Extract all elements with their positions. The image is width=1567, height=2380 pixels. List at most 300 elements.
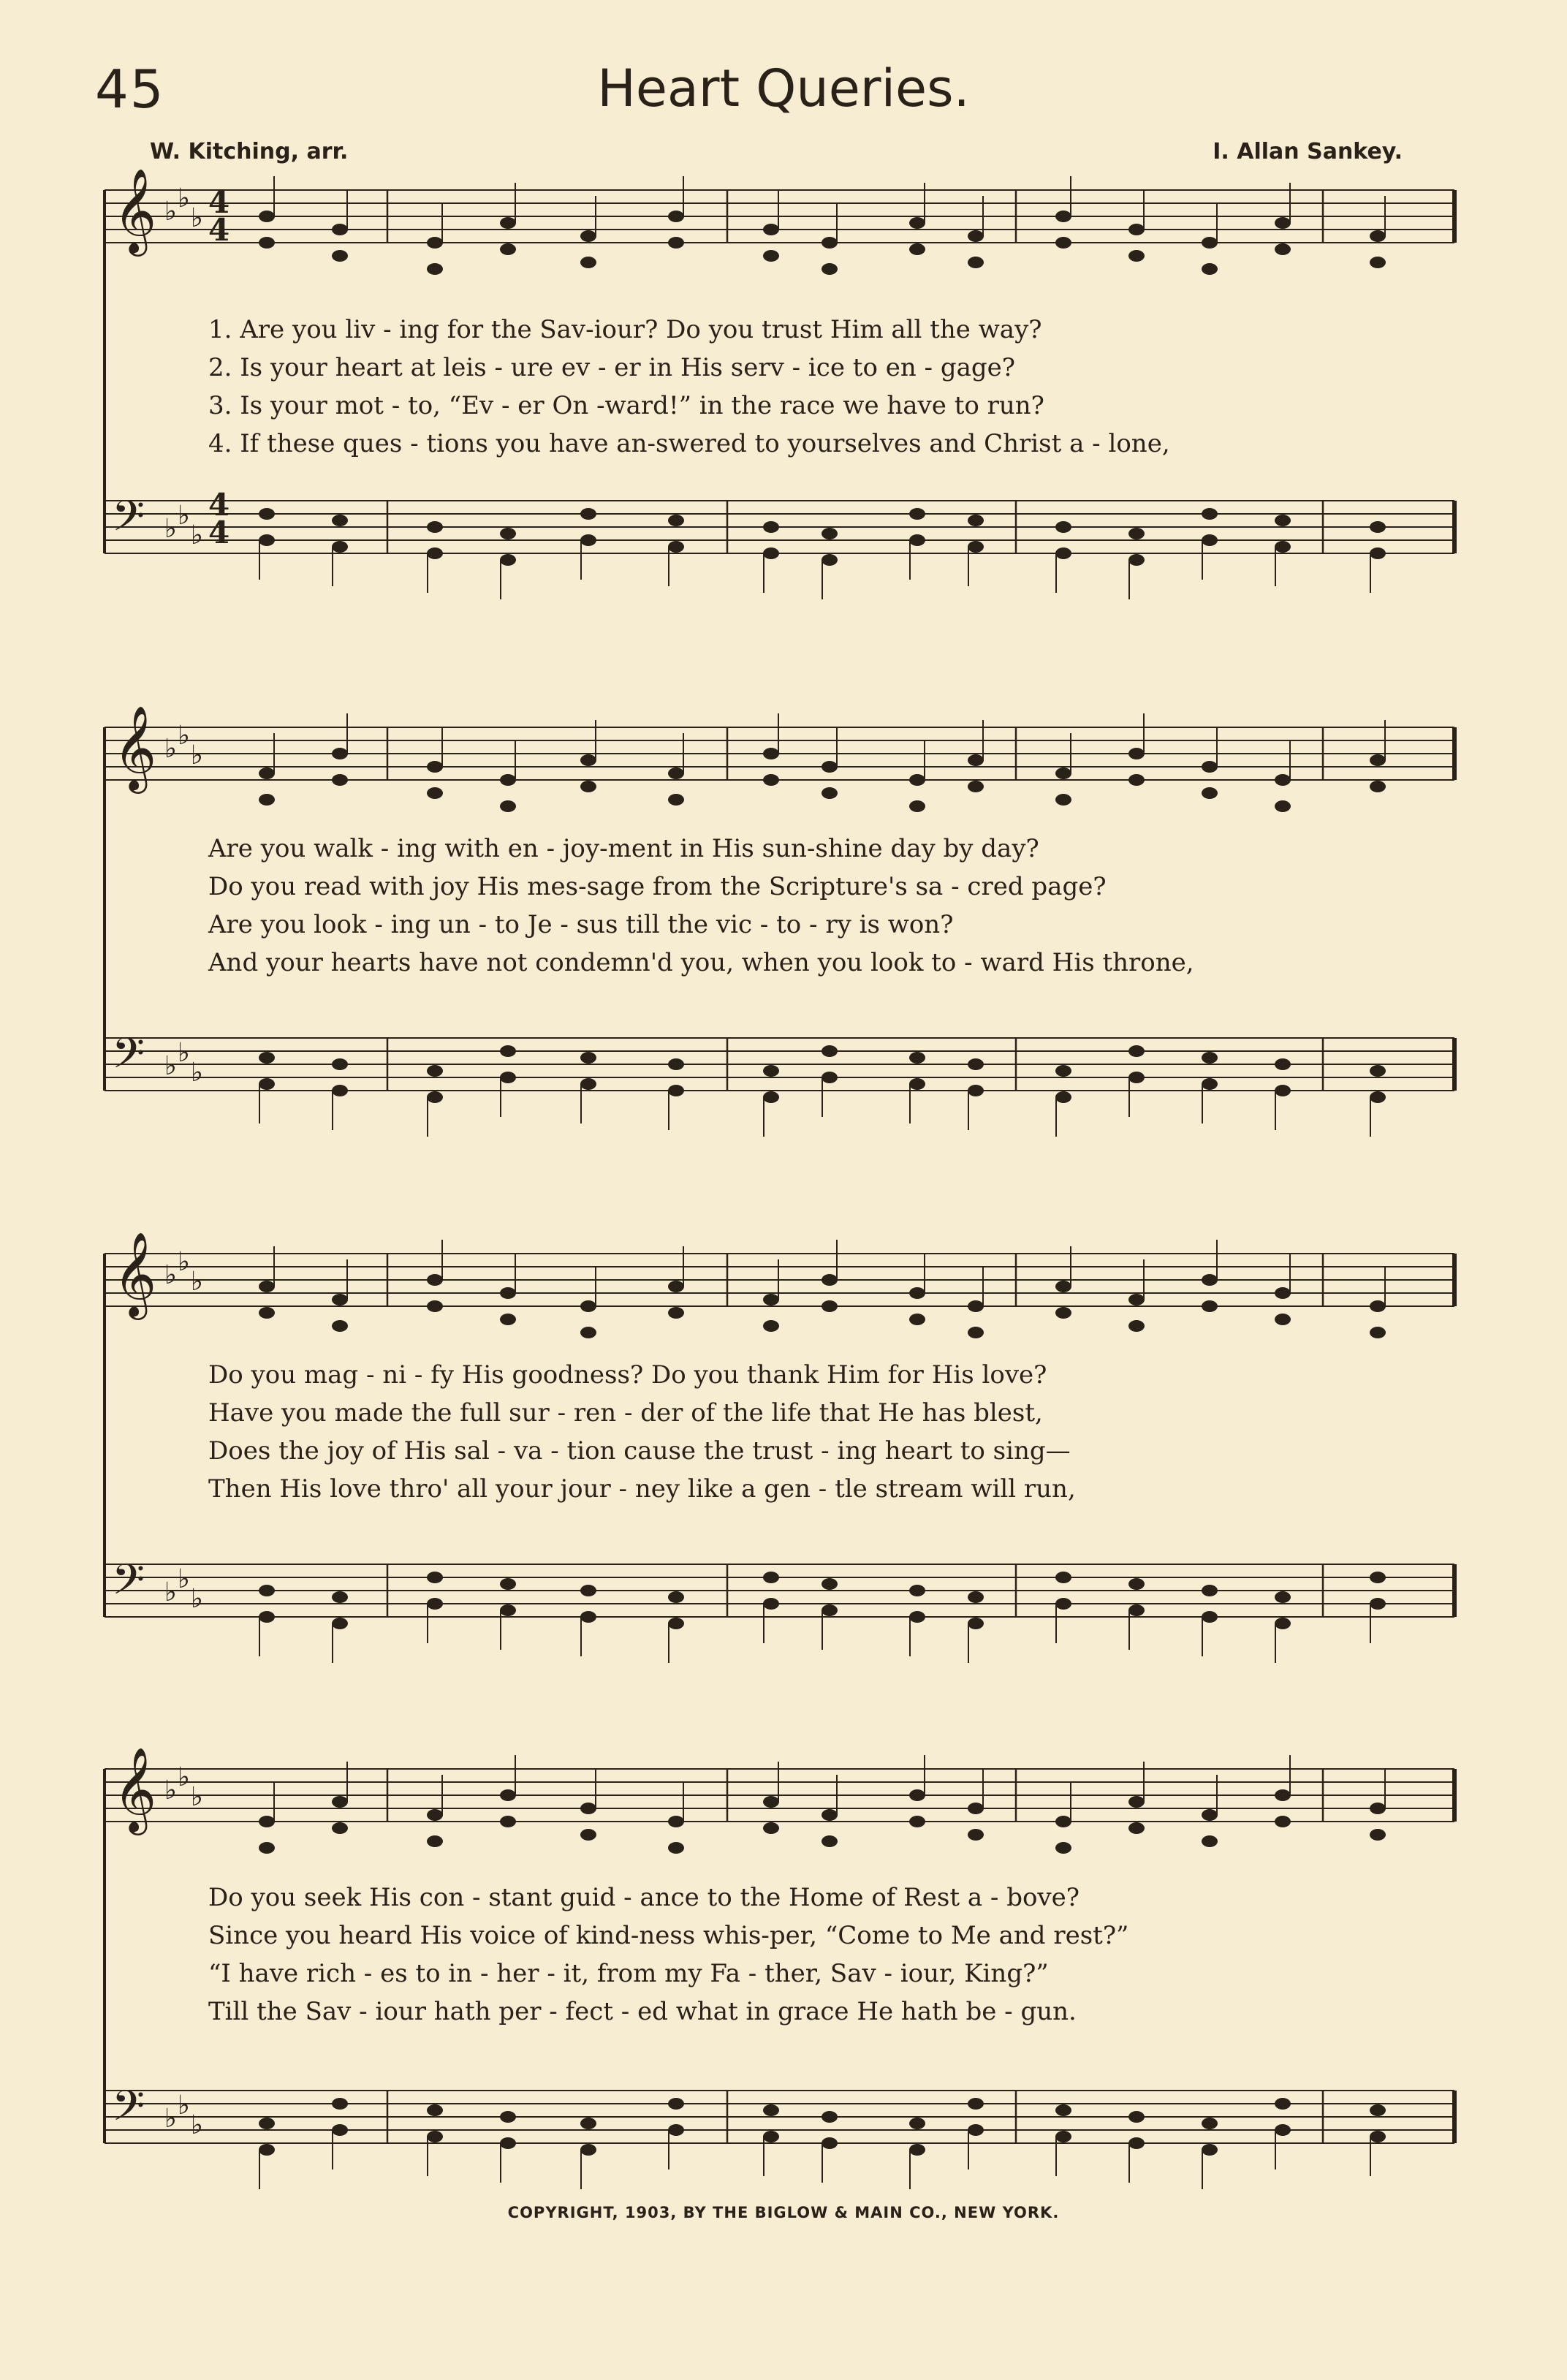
note-head	[259, 237, 275, 249]
note-head	[1202, 263, 1218, 275]
note-head	[332, 2098, 348, 2110]
note-head	[332, 1591, 348, 1603]
note-head	[763, 1598, 779, 1610]
flat-icon: ♭	[178, 183, 190, 213]
note-head	[822, 1809, 838, 1821]
flat-icon: ♭	[164, 514, 177, 544]
flat-icon: ♭	[178, 501, 190, 531]
note-head	[500, 554, 516, 566]
note-head	[259, 794, 275, 806]
note-head	[332, 2124, 348, 2136]
time-signature-bottom: 4	[208, 212, 230, 248]
treble-clef-icon: 𝄞	[113, 1231, 157, 1316]
lyric-verse-2: Do you read with joy His mes-sage from the Scripture's sa - cred page?	[208, 872, 1107, 901]
treble-clef-icon: 𝄞	[113, 167, 157, 253]
note-head	[763, 250, 779, 262]
note-head	[427, 1300, 443, 1312]
time-signature-top: 4	[208, 487, 230, 523]
lyric-verse-3: Does the joy of His sal - va - tion cause the trust - ing heart to sing—	[208, 1436, 1071, 1466]
note-head	[668, 1307, 684, 1319]
note-head	[332, 748, 348, 759]
note-head	[909, 243, 925, 255]
note-head	[332, 1294, 348, 1305]
treble-staff	[105, 1254, 1454, 1306]
note-head	[822, 2137, 838, 2149]
note-head	[909, 1314, 925, 1325]
note-head	[909, 2118, 925, 2129]
note-head	[580, 1078, 596, 1090]
note-head	[968, 1058, 984, 1070]
note-head	[909, 1287, 925, 1299]
note-head	[1275, 1591, 1291, 1603]
note-head	[259, 1816, 275, 1827]
note-head	[259, 768, 275, 779]
flat-icon: ♭	[164, 2104, 177, 2134]
note-head	[1128, 1045, 1145, 1057]
music-system-1	[99, 167, 1465, 592]
note-head	[822, 761, 838, 773]
time-signature-bottom: 4	[208, 515, 230, 550]
note-head	[763, 1572, 779, 1583]
note-head	[668, 794, 684, 806]
note-head	[763, 1796, 779, 1808]
note-head	[968, 1300, 984, 1312]
note-head	[668, 1618, 684, 1629]
note-head	[580, 1327, 596, 1338]
note-head	[822, 787, 838, 799]
note-head	[668, 237, 684, 249]
lyrics-block	[208, 1356, 1542, 1508]
note-head	[1055, 1816, 1071, 1827]
note-head	[668, 1058, 684, 1070]
note-head	[580, 2118, 596, 2129]
note-head	[909, 774, 925, 786]
note-head	[1370, 547, 1386, 559]
note-head	[580, 781, 596, 792]
note-head	[909, 2144, 925, 2156]
note-head	[1275, 1314, 1291, 1325]
note-head	[1128, 1822, 1145, 1834]
note-head	[500, 243, 516, 255]
note-head	[1128, 1796, 1145, 1808]
note-head	[909, 217, 925, 229]
note-head	[259, 508, 275, 520]
music-system-2	[99, 705, 1465, 1129]
note-head	[1128, 528, 1145, 539]
note-head	[668, 768, 684, 779]
note-head	[427, 1572, 443, 1583]
note-head	[427, 1809, 443, 1821]
note-head	[1275, 1085, 1291, 1096]
lyric-verse-3: “I have rich - es to in - her - it, from my Fa - ther, Sav - iour, King?”	[208, 1959, 1049, 1988]
note-head	[500, 1314, 516, 1325]
treble-staff	[105, 727, 1454, 780]
note-head	[909, 1611, 925, 1623]
note-head	[909, 800, 925, 812]
note-head	[1128, 554, 1145, 566]
note-head	[500, 1604, 516, 1616]
note-head	[968, 541, 984, 553]
note-head	[1202, 761, 1218, 773]
lyric-verse-1: Do you seek His con - stant guid - ance to the Home of Rest a - bove?	[208, 1883, 1080, 1912]
note-head	[1202, 1611, 1218, 1623]
note-head	[580, 1611, 596, 1623]
note-head	[763, 1822, 779, 1834]
note-head	[259, 534, 275, 546]
lyric-verse-3: Are you look - ing un - to Je - sus till the vic - to - ry is won?	[208, 910, 954, 939]
note-head	[1128, 1320, 1145, 1332]
note-head	[500, 774, 516, 786]
flat-icon: ♭	[178, 721, 190, 751]
lyric-verse-2: Have you made the full sur - ren - der of the life that He has blest,	[208, 1398, 1043, 1428]
note-head	[1202, 534, 1218, 546]
note-head	[968, 257, 984, 268]
note-head	[259, 1052, 275, 1064]
note-head	[822, 554, 838, 566]
note-head	[822, 263, 838, 275]
note-head	[1202, 2118, 1218, 2129]
note-head	[1275, 1618, 1291, 1629]
note-head	[1202, 1078, 1218, 1090]
note-head	[822, 2111, 838, 2123]
note-head	[259, 1078, 275, 1090]
note-head	[332, 541, 348, 553]
note-head	[259, 211, 275, 222]
note-head	[1128, 2111, 1145, 2123]
note-head	[1055, 2131, 1071, 2142]
bass-clef-icon: 𝄢	[112, 491, 145, 551]
note-head	[1275, 541, 1291, 553]
treble-staff	[105, 184, 1454, 248]
note-head	[822, 1578, 838, 1590]
note-head	[822, 1274, 838, 1286]
note-head	[968, 1618, 984, 1629]
note-head	[1128, 224, 1145, 235]
note-head	[968, 1085, 984, 1096]
note-head	[259, 1585, 275, 1596]
note-head	[1370, 1829, 1386, 1841]
lyric-verse-2: 2. Is your heart at leis - ure ev - er in His serv - ice to en - gage?	[208, 353, 1015, 382]
note-head	[1055, 237, 1071, 249]
note-head	[427, 1091, 443, 1103]
note-head	[427, 547, 443, 559]
lyric-verse-1: Do you mag - ni - fy His goodness? Do you thank Him for His love?	[208, 1360, 1047, 1390]
note-head	[909, 1052, 925, 1064]
lyric-verse-1: 1. Are you liv - ing for the Sav-iour? Do you trust Him all the way?	[208, 315, 1042, 344]
flat-icon: ♭	[164, 1260, 177, 1290]
note-head	[580, 230, 596, 242]
note-head	[427, 787, 443, 799]
note-head	[1370, 754, 1386, 766]
note-head	[1128, 1072, 1145, 1083]
bass-staff	[105, 1564, 1454, 1617]
note-head	[259, 1307, 275, 1319]
note-head	[427, 237, 443, 249]
note-head	[668, 515, 684, 526]
note-head	[822, 1604, 838, 1616]
note-head	[500, 217, 516, 229]
note-head	[909, 1585, 925, 1596]
flat-icon: ♭	[191, 203, 203, 233]
note-head	[580, 1803, 596, 1814]
flat-icon: ♭	[191, 1267, 203, 1297]
note-head	[259, 1842, 275, 1854]
flat-icon: ♭	[191, 1584, 203, 1614]
note-head	[1202, 1835, 1218, 1847]
note-head	[1128, 2137, 1145, 2149]
note-head	[259, 1611, 275, 1623]
note-head	[1128, 748, 1145, 759]
note-head	[1370, 1803, 1386, 1814]
note-head	[259, 2118, 275, 2129]
note-head	[1275, 2124, 1291, 2136]
note-head	[1055, 521, 1071, 533]
note-head	[763, 1091, 779, 1103]
note-head	[580, 1300, 596, 1312]
note-head	[580, 754, 596, 766]
note-head	[1055, 211, 1071, 222]
bass-staff	[105, 2091, 1454, 2143]
note-head	[968, 230, 984, 242]
note-head	[427, 521, 443, 533]
note-head	[332, 515, 348, 526]
note-head	[763, 2131, 779, 2142]
note-head	[1055, 1065, 1071, 1077]
note-head	[427, 2104, 443, 2116]
note-head	[427, 1598, 443, 1610]
note-head	[332, 1796, 348, 1808]
note-head	[1202, 237, 1218, 249]
hymn-title: Heart Queries.	[597, 58, 970, 118]
note-head	[968, 515, 984, 526]
note-head	[332, 250, 348, 262]
note-head	[1370, 1327, 1386, 1338]
note-head	[580, 257, 596, 268]
note-head	[763, 547, 779, 559]
note-head	[1128, 250, 1145, 262]
note-head	[500, 1816, 516, 1827]
note-head	[1128, 1604, 1145, 1616]
note-head	[1055, 1307, 1071, 1319]
note-head	[909, 1816, 925, 1827]
note-head	[763, 774, 779, 786]
flat-icon: ♭	[191, 1782, 203, 1812]
note-head	[1275, 800, 1291, 812]
note-head	[1202, 1585, 1218, 1596]
note-head	[259, 2144, 275, 2156]
note-head	[332, 1085, 348, 1096]
note-head	[1128, 1578, 1145, 1590]
note-head	[1202, 1052, 1218, 1064]
note-head	[1055, 794, 1071, 806]
note-head	[500, 800, 516, 812]
note-head	[763, 1065, 779, 1077]
bass-time-signature	[208, 487, 230, 550]
note-head	[822, 1300, 838, 1312]
note-head	[1275, 1058, 1291, 1070]
note-head	[580, 1829, 596, 1841]
note-head	[668, 1281, 684, 1292]
note-head	[1055, 1091, 1071, 1103]
note-head	[1370, 1572, 1386, 1583]
note-head	[822, 237, 838, 249]
note-head	[968, 1591, 984, 1603]
lyric-verse-4: Then His love thro' all your jour - ney like a gen - tle stream will run,	[208, 1474, 1076, 1504]
note-head	[668, 1591, 684, 1603]
flat-icon: ♭	[164, 197, 177, 227]
note-head	[1055, 1572, 1071, 1583]
note-head	[332, 1320, 348, 1332]
note-head	[1202, 508, 1218, 520]
note-head	[1370, 257, 1386, 268]
treble-clef-icon: 𝄞	[113, 705, 157, 790]
page-number: 45	[95, 58, 165, 120]
note-head	[822, 1045, 838, 1057]
music-system-3	[99, 1231, 1465, 1656]
flat-icon: ♭	[164, 1577, 177, 1607]
note-head	[1370, 521, 1386, 533]
note-head	[1370, 2104, 1386, 2116]
note-head	[580, 2144, 596, 2156]
note-head	[763, 1320, 779, 1332]
note-head	[909, 1078, 925, 1090]
note-head	[668, 1085, 684, 1096]
note-head	[1128, 1294, 1145, 1305]
bass-clef-icon: 𝄢	[112, 1028, 145, 1088]
note-head	[909, 508, 925, 520]
note-head	[668, 541, 684, 553]
note-head	[580, 534, 596, 546]
note-head	[1370, 1598, 1386, 1610]
lyric-verse-3: 3. Is your mot - to, “Ev - er On -ward!” in the race we have to run?	[208, 391, 1044, 420]
bass-staff	[105, 1038, 1454, 1091]
note-head	[1275, 2098, 1291, 2110]
note-head	[332, 1822, 348, 1834]
note-head	[500, 2137, 516, 2149]
note-head	[332, 1618, 348, 1629]
note-head	[1055, 2104, 1071, 2116]
note-head	[1275, 1287, 1291, 1299]
note-head	[1275, 217, 1291, 229]
note-head	[909, 1789, 925, 1801]
note-head	[500, 1045, 516, 1057]
note-head	[968, 781, 984, 792]
note-head	[763, 521, 779, 533]
lyric-verse-4: Till the Sav - iour hath per - fect - ed what in grace He hath be - gun.	[208, 1997, 1077, 2026]
note-head	[1370, 230, 1386, 242]
note-head	[1275, 1816, 1291, 1827]
flat-icon: ♭	[164, 734, 177, 764]
flat-icon: ♭	[191, 520, 203, 550]
note-head	[763, 748, 779, 759]
lyric-verse-4: And your hearts have not condemn'd you, when you look to - ward His throne,	[208, 948, 1194, 977]
note-head	[1370, 1091, 1386, 1103]
copyright-notice: COPYRIGHT, 1903, BY THE BIGLOW & MAIN CO., NEW YORK.	[507, 2204, 1060, 2221]
note-head	[1275, 243, 1291, 255]
note-head	[1055, 1842, 1071, 1854]
note-head	[1370, 781, 1386, 792]
flat-icon: ♭	[178, 1038, 190, 1068]
note-head	[1370, 1065, 1386, 1077]
note-head	[822, 528, 838, 539]
note-head	[427, 761, 443, 773]
treble-staff	[105, 1769, 1454, 1822]
note-head	[500, 2111, 516, 2123]
flat-icon: ♭	[178, 1247, 190, 1277]
note-head	[968, 1327, 984, 1338]
flat-icon: ♭	[191, 740, 203, 770]
note-head	[332, 774, 348, 786]
note-head	[968, 2124, 984, 2136]
note-head	[1055, 768, 1071, 779]
note-head	[968, 2098, 984, 2110]
flat-icon: ♭	[178, 1762, 190, 1792]
lyrics-block	[208, 311, 1542, 463]
flat-icon: ♭	[178, 1564, 190, 1594]
note-head	[1202, 787, 1218, 799]
composer-credit: I. Allan Sankey.	[1213, 139, 1403, 164]
note-head	[1275, 774, 1291, 786]
note-head	[580, 508, 596, 520]
note-head	[668, 211, 684, 222]
note-head	[427, 1274, 443, 1286]
flat-icon: ♭	[164, 1775, 177, 1805]
bass-clef-icon: 𝄢	[112, 1555, 145, 1615]
lyric-verse-1: Are you walk - ing with en - joy-ment in His sun-shine day by day?	[208, 834, 1039, 863]
note-head	[427, 263, 443, 275]
time-signature-top: 4	[208, 184, 230, 220]
flat-icon: ♭	[178, 2091, 190, 2121]
note-head	[580, 1052, 596, 1064]
note-head	[1275, 1789, 1291, 1801]
bass-staff	[105, 501, 1454, 553]
flat-icon: ♭	[191, 2110, 203, 2140]
note-head	[1128, 774, 1145, 786]
note-head	[332, 224, 348, 235]
note-head	[763, 2104, 779, 2116]
flat-icon: ♭	[164, 1051, 177, 1081]
music-system-4	[99, 1746, 1465, 2186]
time-signature	[208, 184, 230, 248]
flat-icon: ♭	[191, 1058, 203, 1088]
note-head	[1275, 515, 1291, 526]
note-head	[259, 1281, 275, 1292]
note-head	[427, 1065, 443, 1077]
note-head	[968, 754, 984, 766]
note-head	[427, 2131, 443, 2142]
note-head	[1202, 1300, 1218, 1312]
lyric-verse-2: Since you heard His voice of kind-ness whis-per, “Come to Me and rest?”	[208, 1921, 1129, 1950]
note-head	[580, 1585, 596, 1596]
bass-clef-icon: 𝄢	[112, 2081, 145, 2141]
note-head	[968, 1829, 984, 1841]
note-head	[1370, 2131, 1386, 2142]
note-head	[500, 1072, 516, 1083]
note-head	[1055, 547, 1071, 559]
note-head	[1055, 1281, 1071, 1292]
note-head	[427, 1835, 443, 1847]
note-head	[1202, 1274, 1218, 1286]
note-head	[500, 1578, 516, 1590]
note-head	[668, 1842, 684, 1854]
note-head	[822, 1835, 838, 1847]
note-head	[500, 1789, 516, 1801]
note-head	[668, 1816, 684, 1827]
note-head	[1202, 1809, 1218, 1821]
note-head	[668, 2098, 684, 2110]
note-head	[1055, 1598, 1071, 1610]
lyrics-block	[208, 830, 1542, 982]
